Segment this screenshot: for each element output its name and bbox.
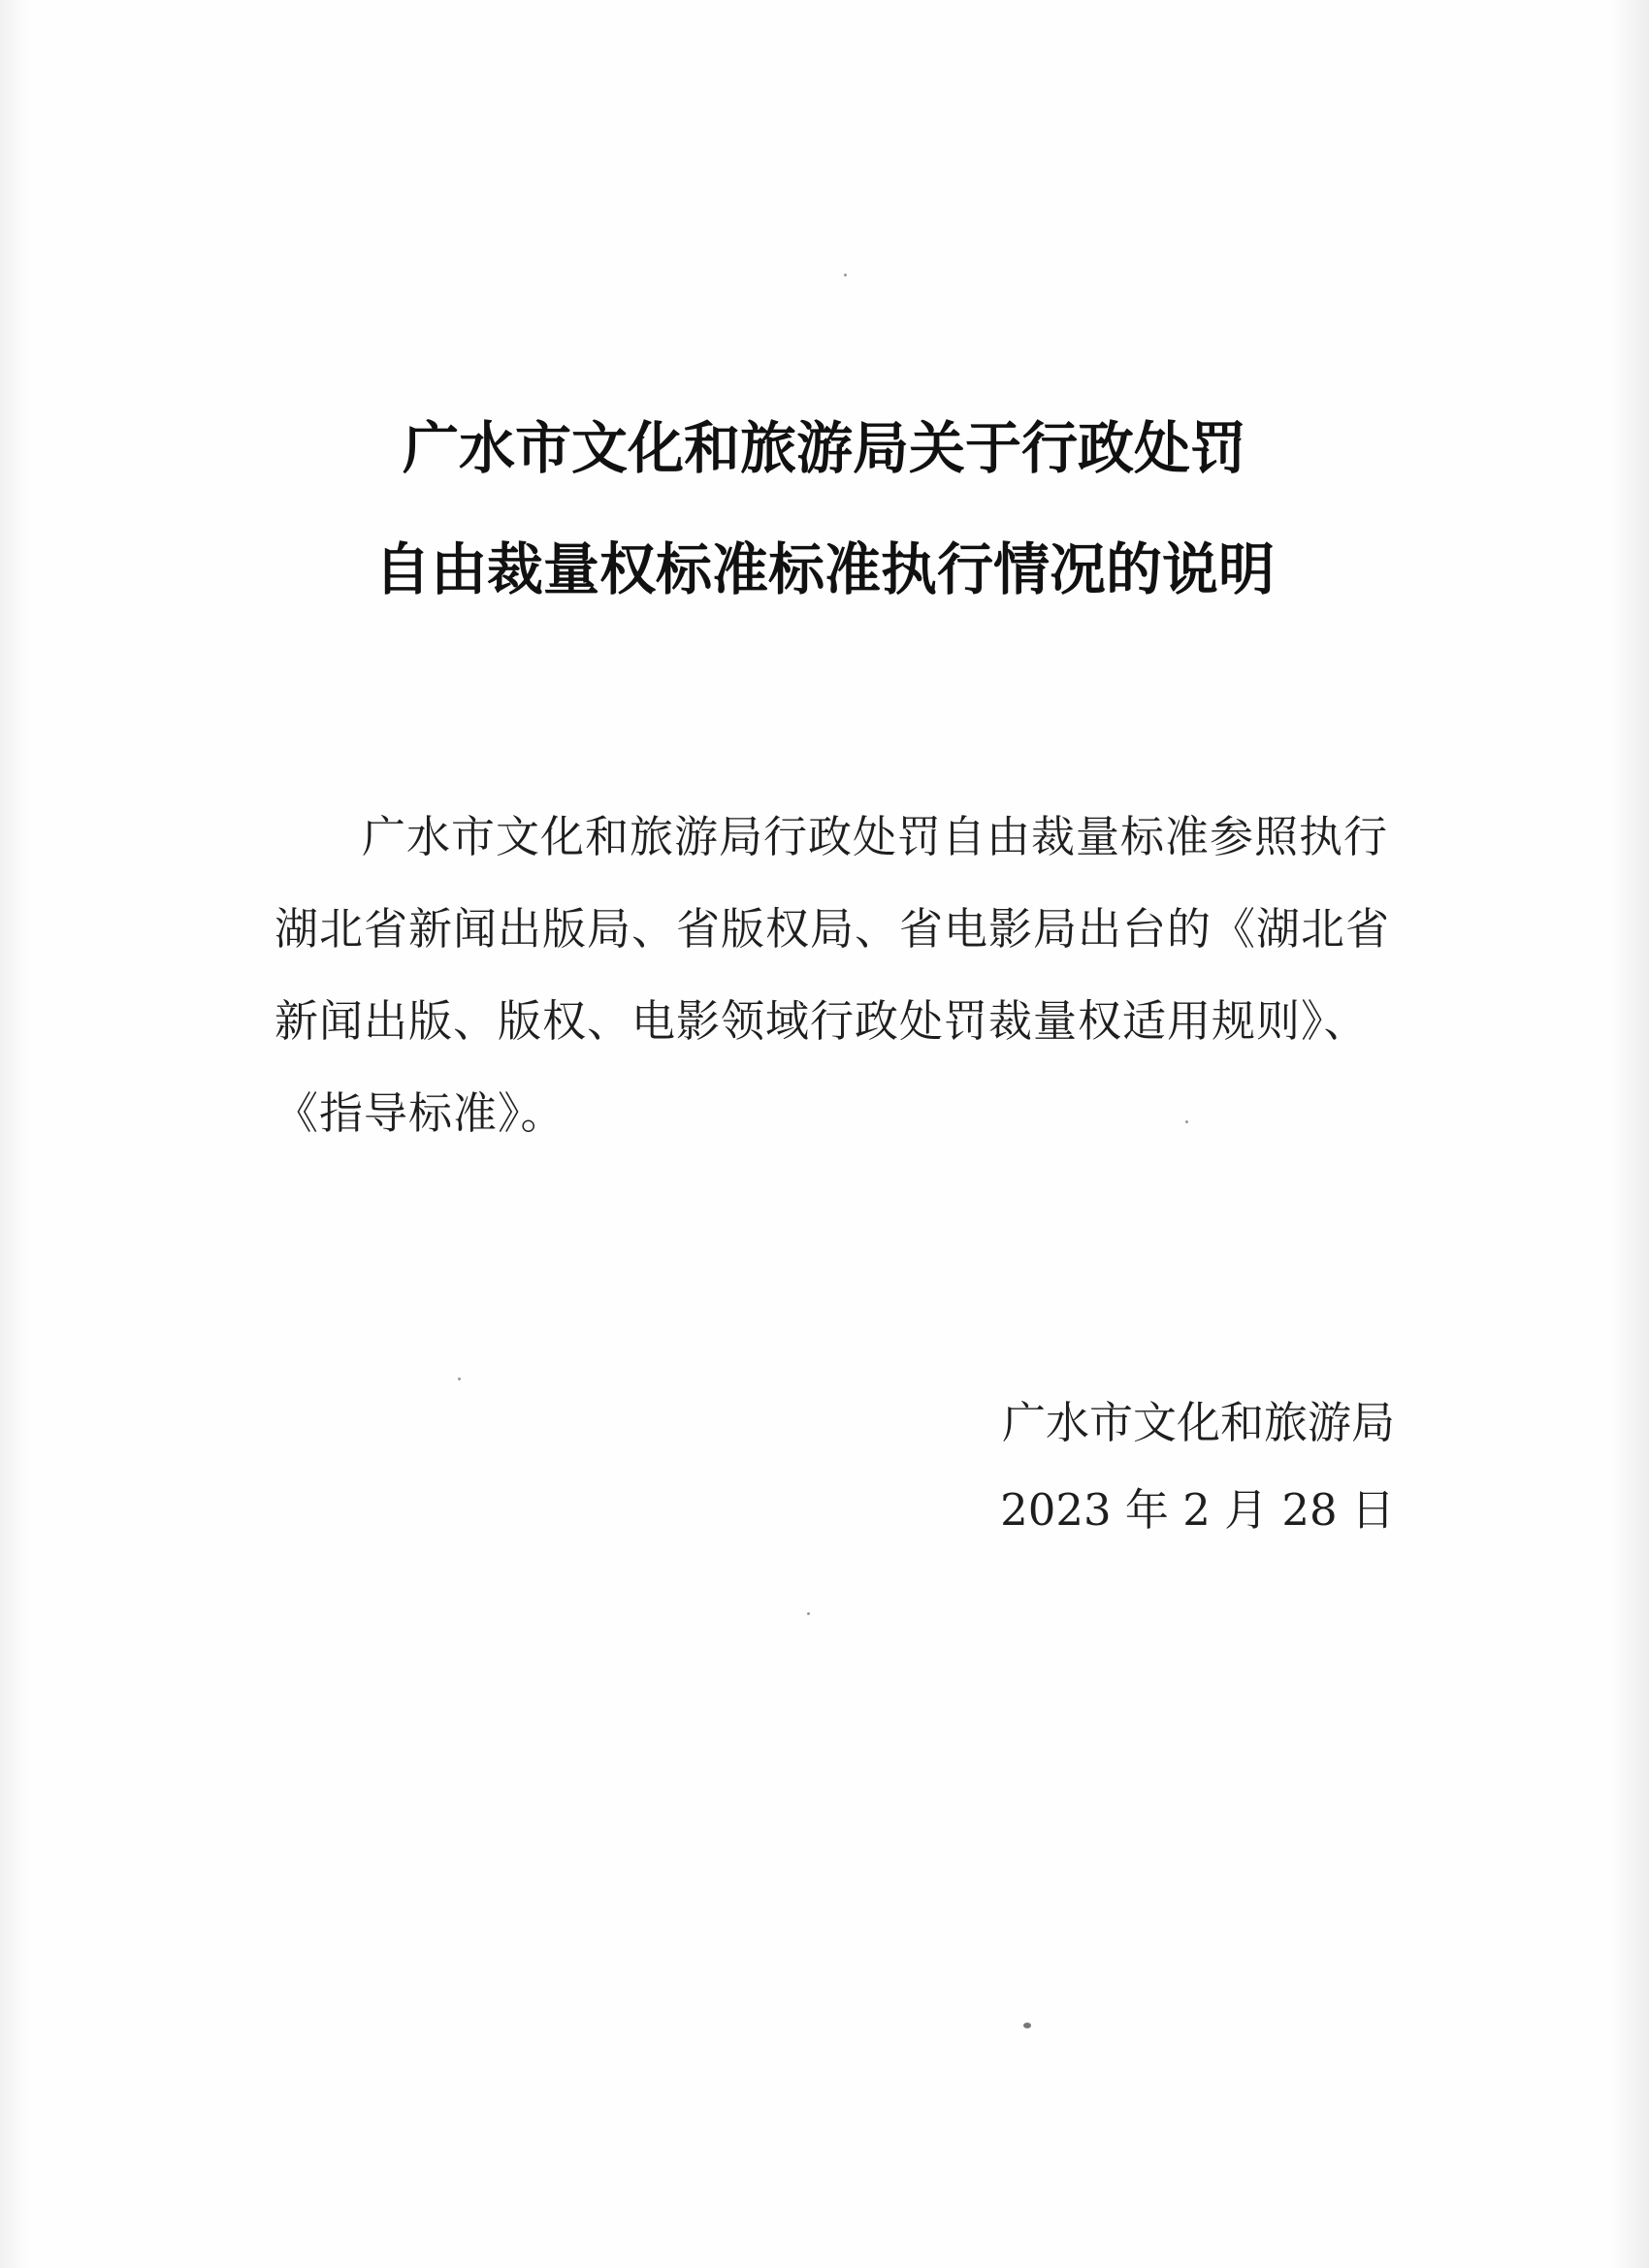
scan-edge-left <box>0 0 29 2268</box>
document-title-line-2: 自由裁量权标准标准执行情况的说明 <box>373 536 1275 602</box>
document-body-paragraph: 广水市文化和旅游局行政处罚自由裁量标准参照执行湖北省新闻出版局、省版权局、省电影局出台的《湖北省新闻出版、版权、电影领域行政处罚裁量权适用规则》、《指导标准》。 <box>275 811 1391 1139</box>
issuer-signature: 广水市文化和旅游局 <box>1001 1397 1395 1448</box>
scan-speck <box>1023 2023 1031 2028</box>
document-title-line-1: 广水市文化和旅游局关于行政处罚 <box>402 415 1246 481</box>
scan-speck <box>458 1377 461 1380</box>
scan-edge-right <box>1610 0 1649 2268</box>
scan-speck <box>807 1612 810 1615</box>
issue-date: 2023 年 2 月 28 日 <box>1000 1484 1395 1536</box>
scan-speck <box>1185 1120 1188 1123</box>
scan-speck <box>844 274 847 276</box>
